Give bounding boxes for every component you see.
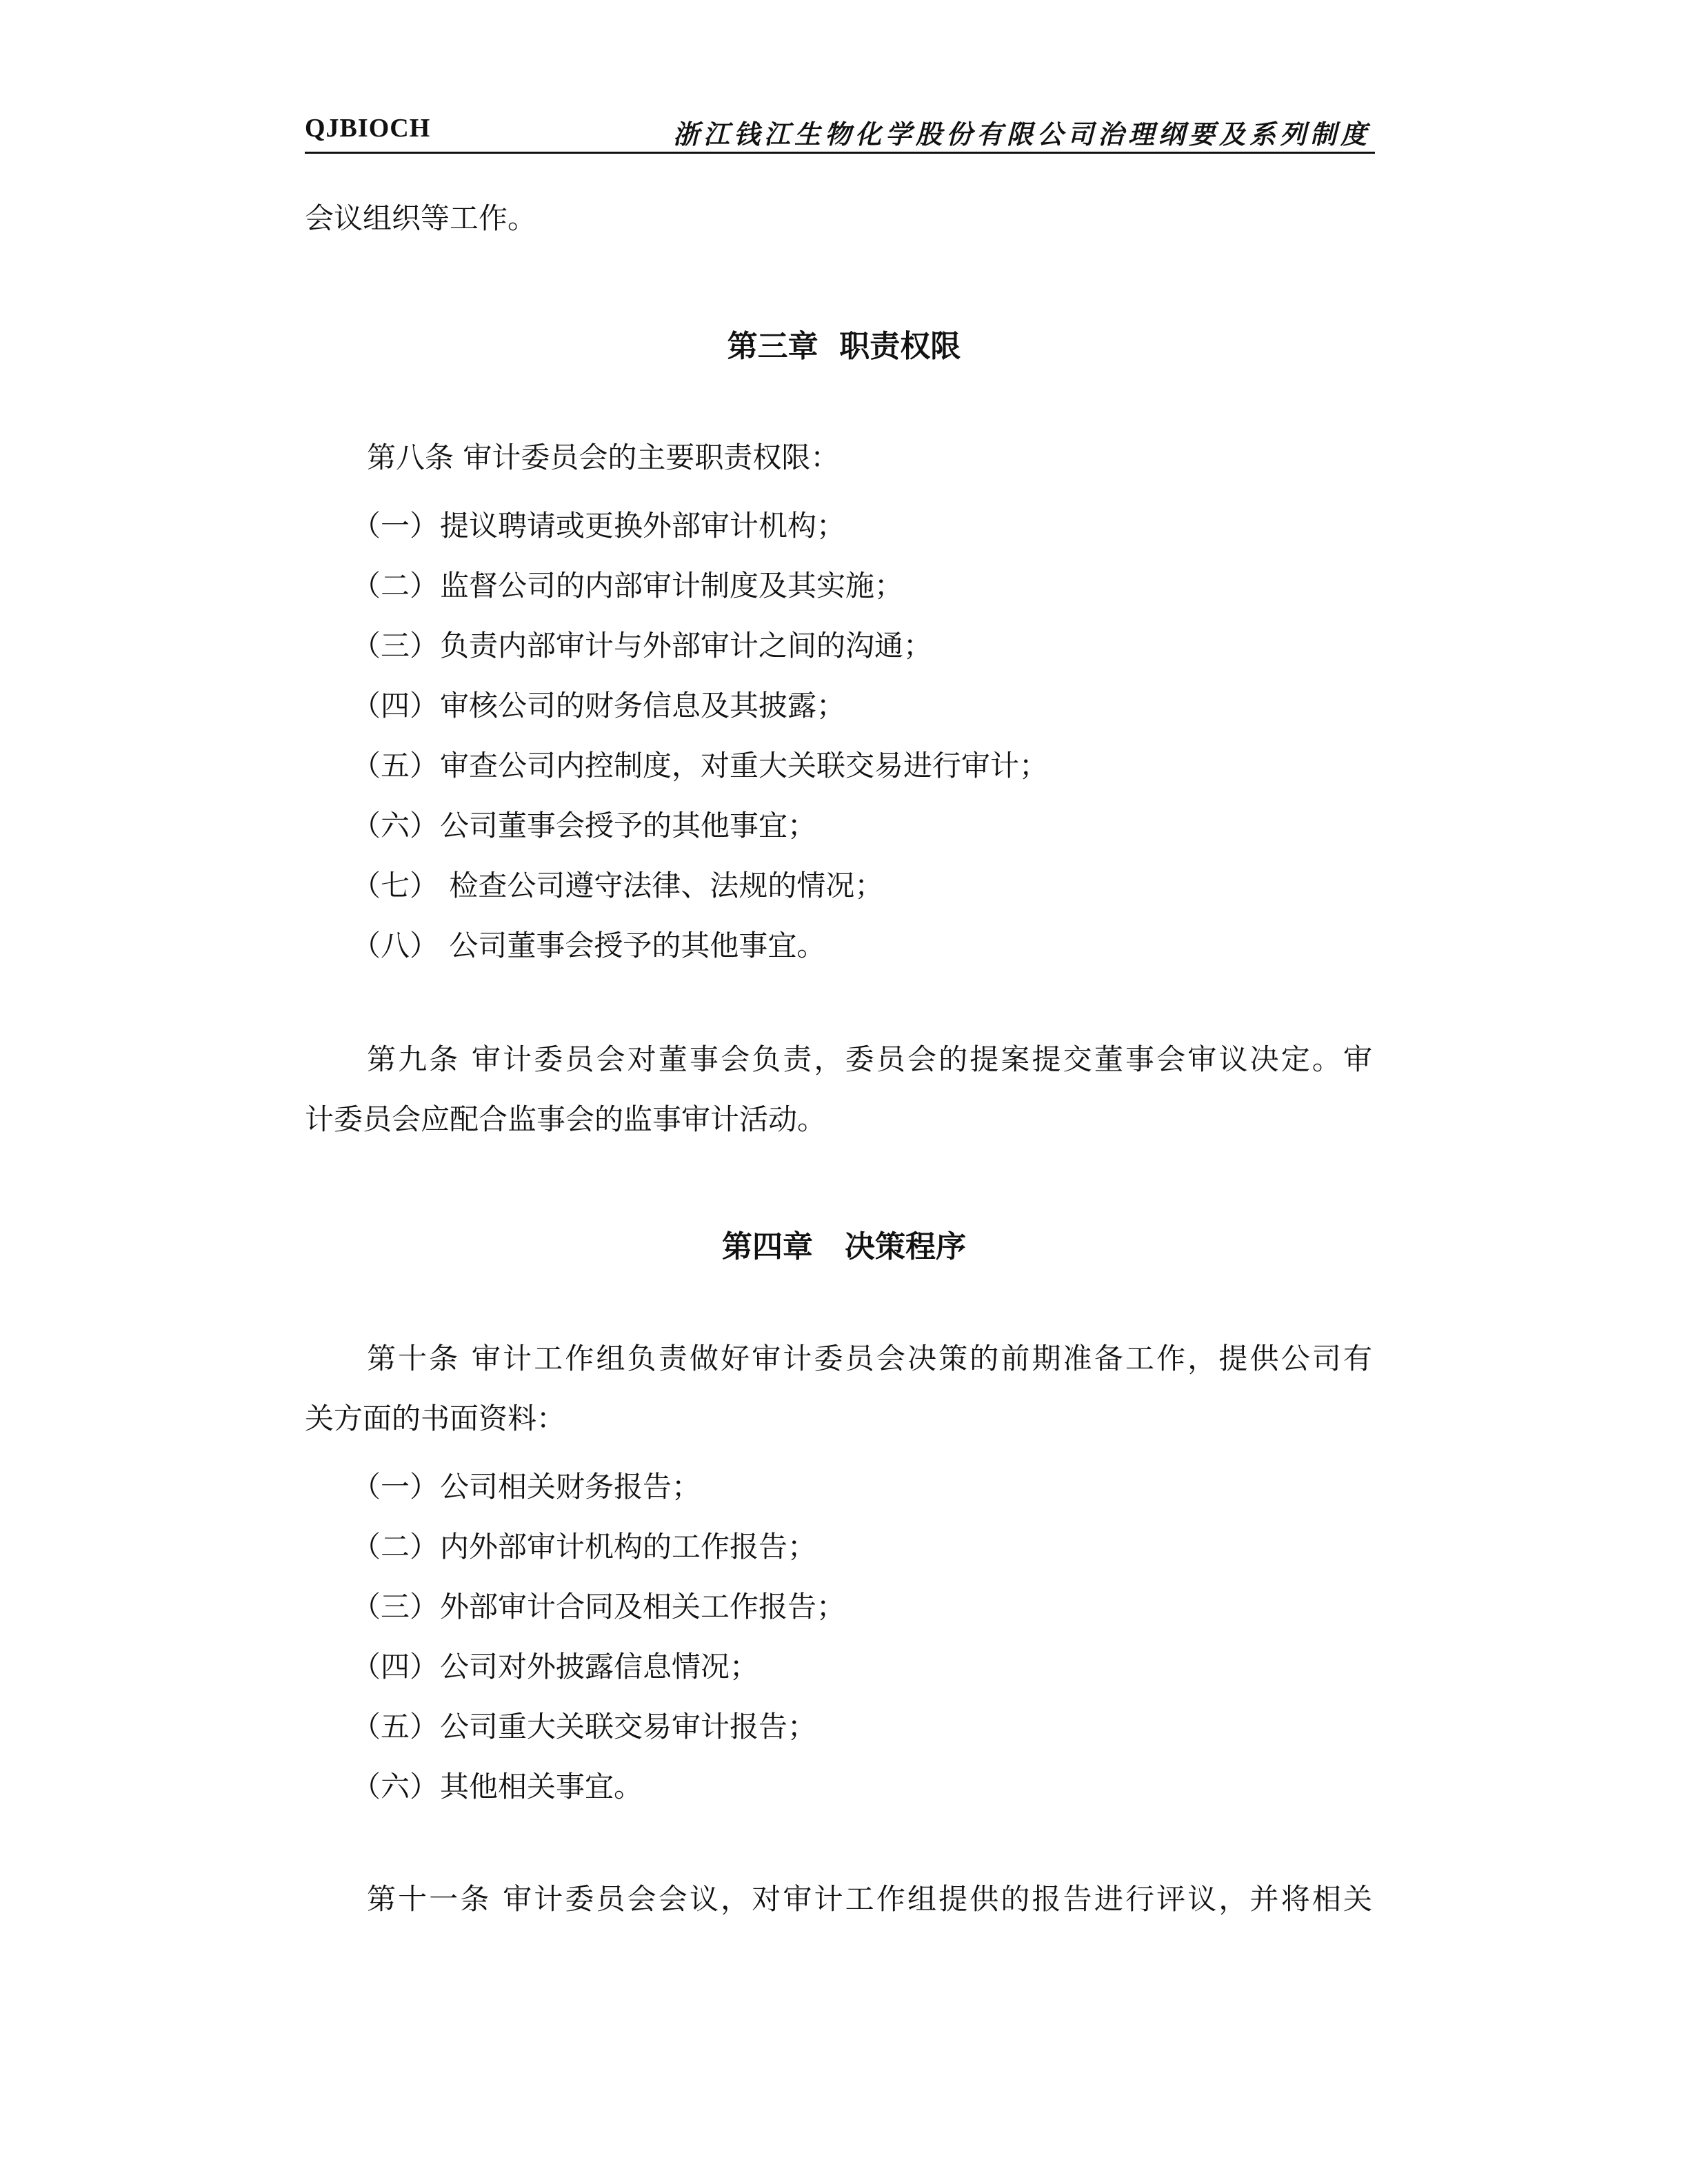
article-11-line-1: 第十一条 审计委员会会议，对审计工作组提供的报告进行评议，并将相关 — [367, 1882, 1372, 1916]
list-item: （三）负责内部审计与外部审计之间的沟通； — [352, 629, 933, 663]
article-9-line-2: 计委员会应配合监事会的监事审计活动。 — [305, 1102, 827, 1136]
article-10-line-2: 关方面的书面资料： — [305, 1402, 566, 1435]
list-item: （五）审查公司内控制度，对重大关联交易进行审计； — [352, 749, 1049, 782]
list-item: （六）公司董事会授予的其他事宜； — [352, 809, 817, 842]
chapter-4-title: 第四章 决策程序 — [722, 1229, 966, 1264]
list-item: （四）公司对外披露信息情况； — [352, 1650, 759, 1684]
article-10-line-1: 第十条 审计工作组负责做好审计委员会决策的前期准备工作，提供公司有 — [367, 1342, 1372, 1375]
page-header — [305, 109, 1375, 154]
brand-name: QJBIOCH — [305, 114, 431, 143]
list-item: （二）监督公司的内部审计制度及其实施； — [352, 569, 904, 603]
list-item: （七） 检查公司遵守法律、法规的情况； — [352, 869, 884, 902]
list-item: （五）公司重大关联交易审计报告； — [352, 1710, 817, 1743]
chapter-3-title: 第三章 职责权限 — [727, 329, 961, 364]
intro-line: 会议组织等工作。 — [305, 201, 537, 235]
article-8: 第八条 审计委员会的主要职责权限： — [367, 441, 840, 474]
list-item: （三）外部审计合同及相关工作报告； — [352, 1590, 846, 1624]
list-item: （二）内外部审计机构的工作报告； — [352, 1530, 817, 1564]
list-item: （一）提议聘请或更换外部审计机构； — [352, 509, 846, 543]
list-item: （一）公司相关财务报告； — [352, 1470, 701, 1504]
list-item: （四）审核公司的财务信息及其披露； — [352, 689, 846, 722]
company-title: 浙江钱江生物化学股份有限公司治理纲要及系列制度 — [672, 119, 1371, 150]
list-item: （八） 公司董事会授予的其他事宜。 — [352, 929, 826, 962]
list-item: （六）其他相关事宜。 — [352, 1770, 643, 1803]
article-9-line-1: 第九条 审计委员会对董事会负责，委员会的提案提交董事会审议决定。审 — [367, 1042, 1372, 1076]
